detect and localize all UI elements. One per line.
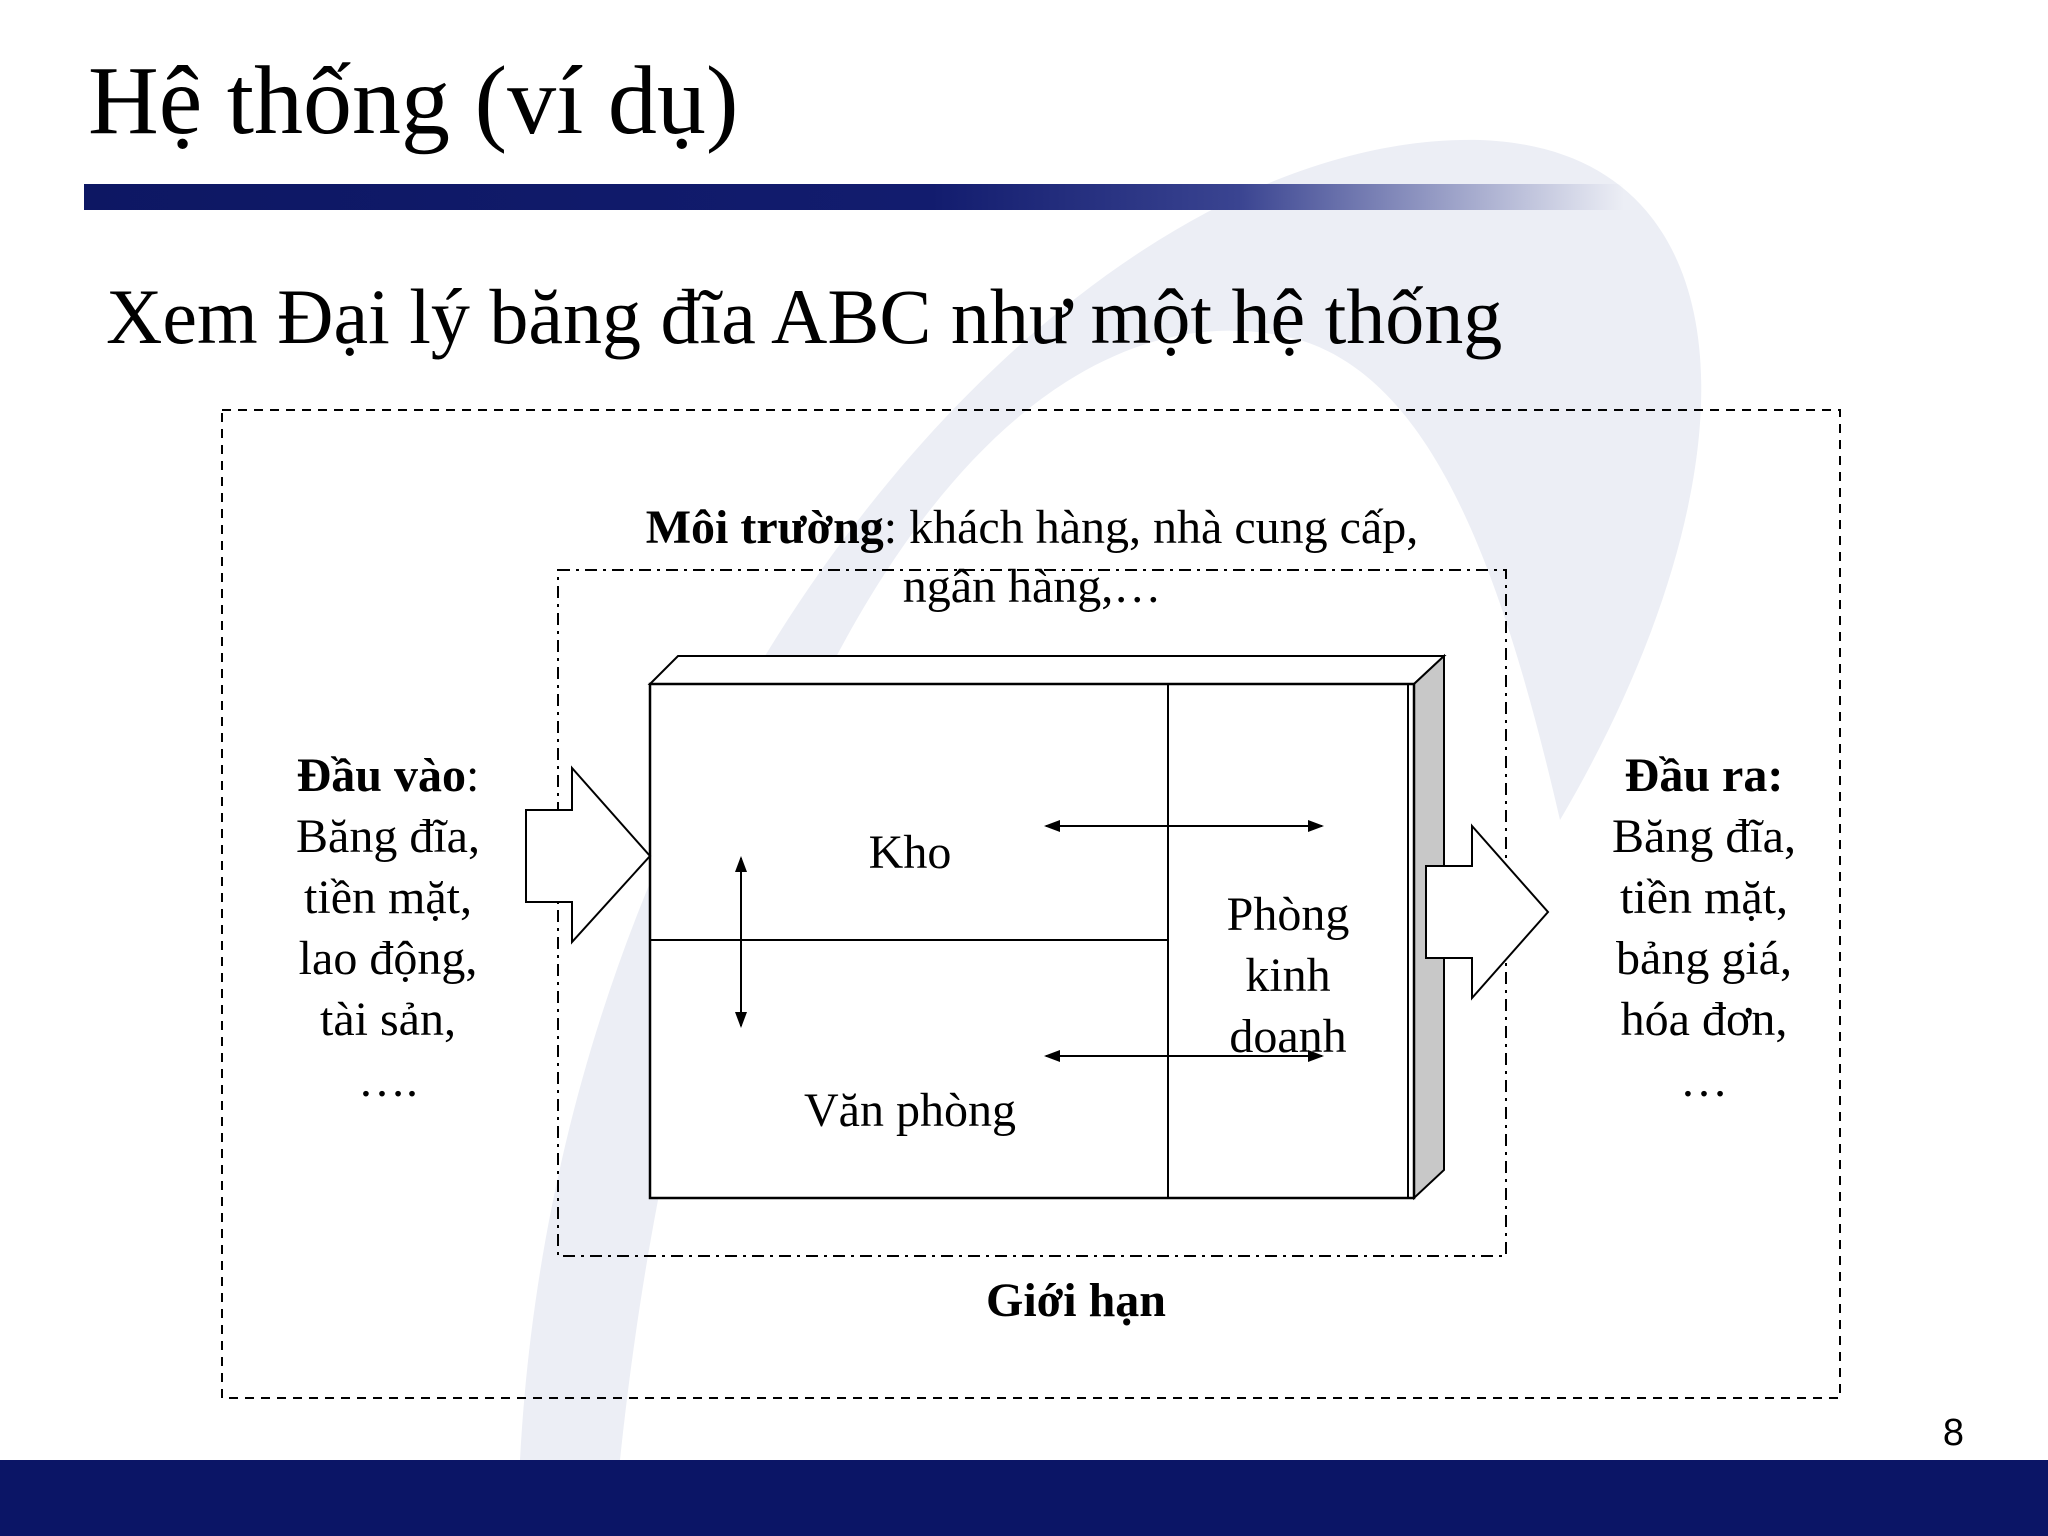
boundary-label: Giới hạn — [986, 1274, 1166, 1327]
inputs-item: Băng đĩa, — [296, 810, 480, 863]
inputs-item: tiền mặt, — [304, 871, 472, 924]
sales-label-line2: kinh — [1245, 949, 1331, 1002]
office-label: Văn phòng — [804, 1084, 1016, 1137]
environment-text-line1: : khách hàng, nhà cung cấp, — [883, 501, 1419, 554]
input-block-arrow — [526, 768, 650, 942]
outputs-heading: Đầu ra: — [1624, 749, 1784, 802]
page-number: 8 — [1942, 1412, 1964, 1454]
inputs-colon: : — [466, 749, 480, 802]
sales-label-line3: doanh — [1229, 1010, 1347, 1063]
outputs-item: hóa đơn, — [1620, 993, 1788, 1046]
outputs-item: … — [1680, 1054, 1728, 1107]
outputs-item: bảng giá, — [1616, 932, 1792, 985]
environment-text — [560, 497, 1504, 617]
inputs-item: tài sản, — [320, 993, 456, 1046]
inputs-heading: Đầu vào — [296, 749, 466, 802]
outputs-list — [1554, 745, 1854, 1111]
inputs-item: …. — [358, 1054, 418, 1107]
sales-department-label — [1168, 884, 1408, 1067]
box-top-face — [650, 656, 1444, 684]
slide-title: Hệ thống (ví dụ) — [88, 47, 739, 155]
slide-subtitle: Xem Đại lý băng đĩa ABC như một hệ thống — [106, 273, 1503, 360]
outputs-item: Băng đĩa, — [1612, 810, 1796, 863]
inputs-list — [238, 745, 538, 1111]
warehouse-label: Kho — [868, 826, 952, 879]
environment-text-line2: ngân hàng,… — [902, 560, 1162, 613]
inputs-item: lao động, — [298, 932, 478, 985]
environment-label: Môi trường — [645, 501, 884, 554]
outputs-item: tiền mặt, — [1620, 871, 1788, 924]
sales-label-line1: Phòng — [1226, 888, 1350, 941]
footer-bar — [0, 1460, 2048, 1536]
